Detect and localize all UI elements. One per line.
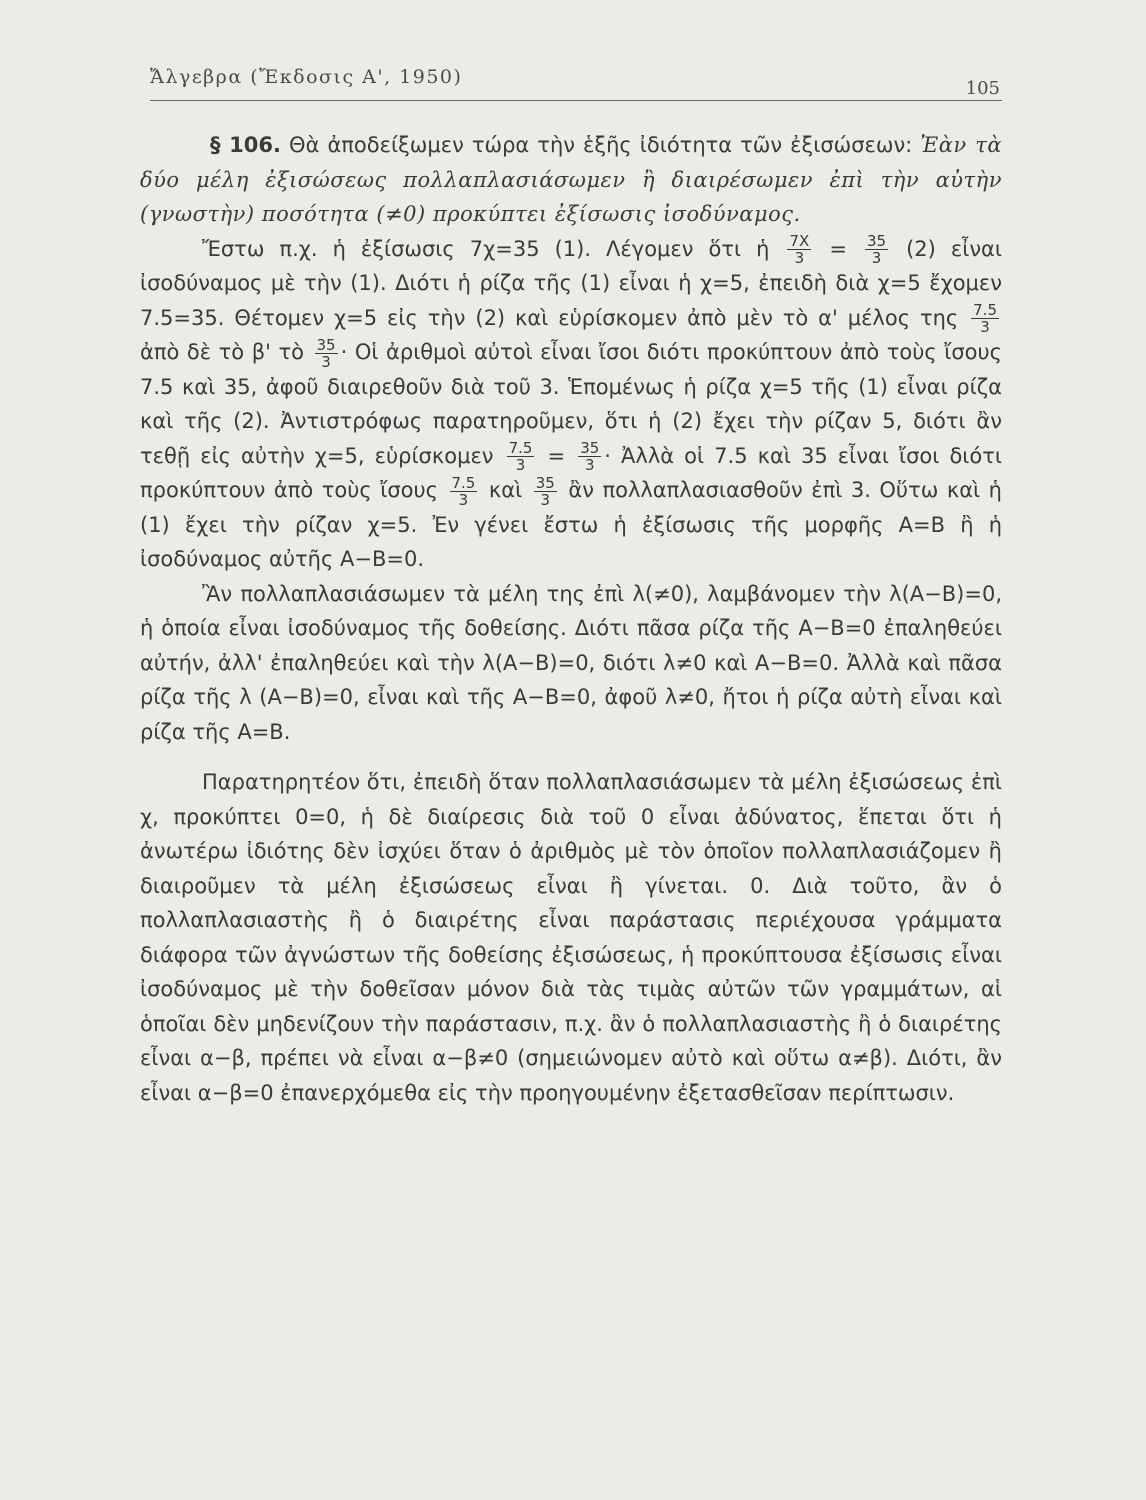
denominator: 3 [871, 249, 882, 267]
fraction [507, 440, 535, 473]
numerator: 7.5 [508, 439, 533, 457]
fraction [578, 440, 601, 473]
text-run: · Οἱ ἀριθμοὶ αὐτοὶ εἶναι ἴσοι διότι προκύπτουν ἀπὸ τοὺς ἴσους 7.5 καὶ 35, ἀφοῦ διαιρεθοῦν διὰ τοῦ 3. Ἑπομένως ἡ ρίζα χ=5 τῆς (1) εἶναι ρίζα καὶ τῆς (2). Ἀντιστρόφως παρατηροῦμεν, ὅτι ἡ (2) ἔχει τὴν ρίζαν 5, διότι ἂν τεθῇ εἰς αὐτὴν χ=5, εὑρίσκομεν [140, 340, 1002, 468]
denominator: 3 [458, 490, 469, 509]
text-run: (2) εἶναι ἰσοδύναμος μὲ τὴν (1). Διότι ἡ ρίζα τῆς (1) εἶναι ἡ χ=5, ἐπειδὴ διὰ χ=5 ἔχομεν 7.5=35. Θέτομεν χ=5 εἰς τὴν (2) καὶ εὑρίσκομεν ἀπὸ μὲν τὸ α' μέλος της [140, 236, 1003, 330]
text-run: = [814, 236, 862, 261]
example-paragraph [140, 232, 1002, 577]
page-body [140, 128, 1002, 1110]
book-title: Ἄλγεβρα (Ἔκδοσις Α', 1950) [150, 66, 463, 88]
denominator: 3 [980, 318, 990, 336]
fraction [971, 302, 999, 335]
numerator: 35 [866, 232, 887, 250]
fraction [534, 475, 557, 508]
text-run: ἂν πολλαπλασιασθοῦν ἐπὶ 3. Οὕτω καὶ ἡ (1) ἔχει τὴν ρίζαν χ=5. Ἐν γένει ἔστω ἡ ἐξίσωσις τῆς μορφῆς A=B ἢ ἡ ἰσοδύναμος αὐτῆς A−B=0. [140, 478, 1002, 571]
text-run: · Ἀλλὰ οἱ 7.5 καὶ 35 εἶναι ἴσοι διότι προκύπτουν ἀπὸ τοὺς ἴσους [140, 443, 1002, 502]
section-number: § 106. [210, 133, 281, 157]
fraction [787, 233, 811, 266]
text-run: καὶ [480, 478, 531, 502]
numerator: 7.5 [973, 301, 997, 319]
section-intro: Θὰ ἀποδείξωμεν τώρα τὴν ἑξῆς ἰδιότητα τῶν ἐξισώσεων: [281, 133, 921, 157]
denominator: 3 [515, 456, 526, 474]
text-run: ἀπὸ δὲ τὸ β' τὸ [140, 340, 312, 364]
numerator: 35 [535, 473, 555, 492]
denominator: 3 [794, 249, 805, 267]
numerator: 35 [316, 335, 336, 354]
numerator: 7X [789, 232, 810, 250]
remark-paragraph: Παρατηρητέον ὅτι, ἐπειδὴ ὅταν πολλαπλασιάσωμεν τὰ μέλη ἐξισώσεως ἐπὶ χ, προκύπτει 0=0, ἡ δὲ διαίρεσις διὰ τοῦ 0 εἶναι ἀδύνατος, ἕπεται ὅτι ἡ ἀνωτέρω ἰδιότης δὲν ἰσχύει ὅταν ὁ ἀριθμὸς μὲ τὸν ὁποῖον πολλαπλασιάζομεν ἢ διαιροῦμεν τὰ μέλη ἐξισώσεως εἶναι ἢ γίνεται. 0. Διὰ τοῦτο, ἂν ὁ πολλαπλασιαστὴς ἢ ὁ διαιρέτης εἶναι παράστασις περιέχουσα γράμματα διάφορα τῶν ἀγνώστων τῆς δοθείσης ἐξισώσεως, ἡ προκύπτουσα ἐξίσωσις εἶναι ἰσοδύναμος μὲ τὴν δοθεῖσαν μόνον διὰ τὰς τιμὰς αὐτῶν τῶν γραμμάτων, αἱ ὁποῖαι δὲν μηδενίζουν τὴν παράστασιν, π.χ. ἂν ὁ πολλαπλασιαστὴς ἢ ὁ διαιρέτης εἶναι α−β, πρέπει νὰ εἶναι α−β≠0 (σημειώνομεν αὐτὸ καὶ οὕτω α≠β). Διότι, ἂν εἶναι α−β=0 ἐπανερχόμεθα εἰς τὴν προηγουμένην ἐξετασθεῖσαν περίπτωσιν. [140, 770, 1002, 1105]
fraction [315, 337, 338, 370]
fraction [450, 475, 478, 508]
proof-paragraph: Ἂν πολλαπλασιάσωμεν τὰ μέλη της ἐπὶ λ(≠0), λαμβάνομεν τὴν λ(A−B)=0, ἡ ὁποία εἶναι ἰσοδύναμος τῆς δοθείσης. Διότι πᾶσα ρίζα τῆς A−B=0 ἐπαληθεύει αὐτήν, ἀλλ' ἐπαληθεύει καὶ τὴν λ(A−B)=0, διότι λ≠0 καὶ A−B=0. Ἀλλὰ καὶ πᾶσα ρίζα τῆς λ (A−B)=0, εἶναι καὶ τῆς A−B=0, ἀφοῦ λ≠0, ἤτοι ἡ ρίζα αὐτὴ εἶναι καὶ ρίζα τῆς A=B. [140, 581, 1002, 744]
section-paragraph [140, 128, 1002, 232]
numerator: 7.5 [451, 473, 476, 492]
numerator: 35 [580, 439, 600, 457]
denominator: 3 [584, 456, 595, 474]
page-number: 105 [965, 78, 1000, 99]
running-header [150, 66, 1002, 101]
denominator: 3 [321, 352, 331, 371]
fraction [865, 233, 888, 266]
text-run: Ἔστω π.χ. ἡ ἐξίσωσις 7χ=35 (1). Λέγομεν ὅτι ἡ [202, 236, 785, 261]
theorem-statement: Ἐὰν τὰ δύο μέλη ἐξισώσεως πολλαπλασιάσωμεν ἢ διαιρέσωμεν ἐπὶ τὴν αὐτὴν (γνωστὴν) ποσότητα (≠0) προκύπτει ἐξίσωσις ἰσοδύναμος. [140, 133, 1003, 226]
denominator: 3 [540, 490, 551, 509]
text-run: = [537, 443, 576, 468]
